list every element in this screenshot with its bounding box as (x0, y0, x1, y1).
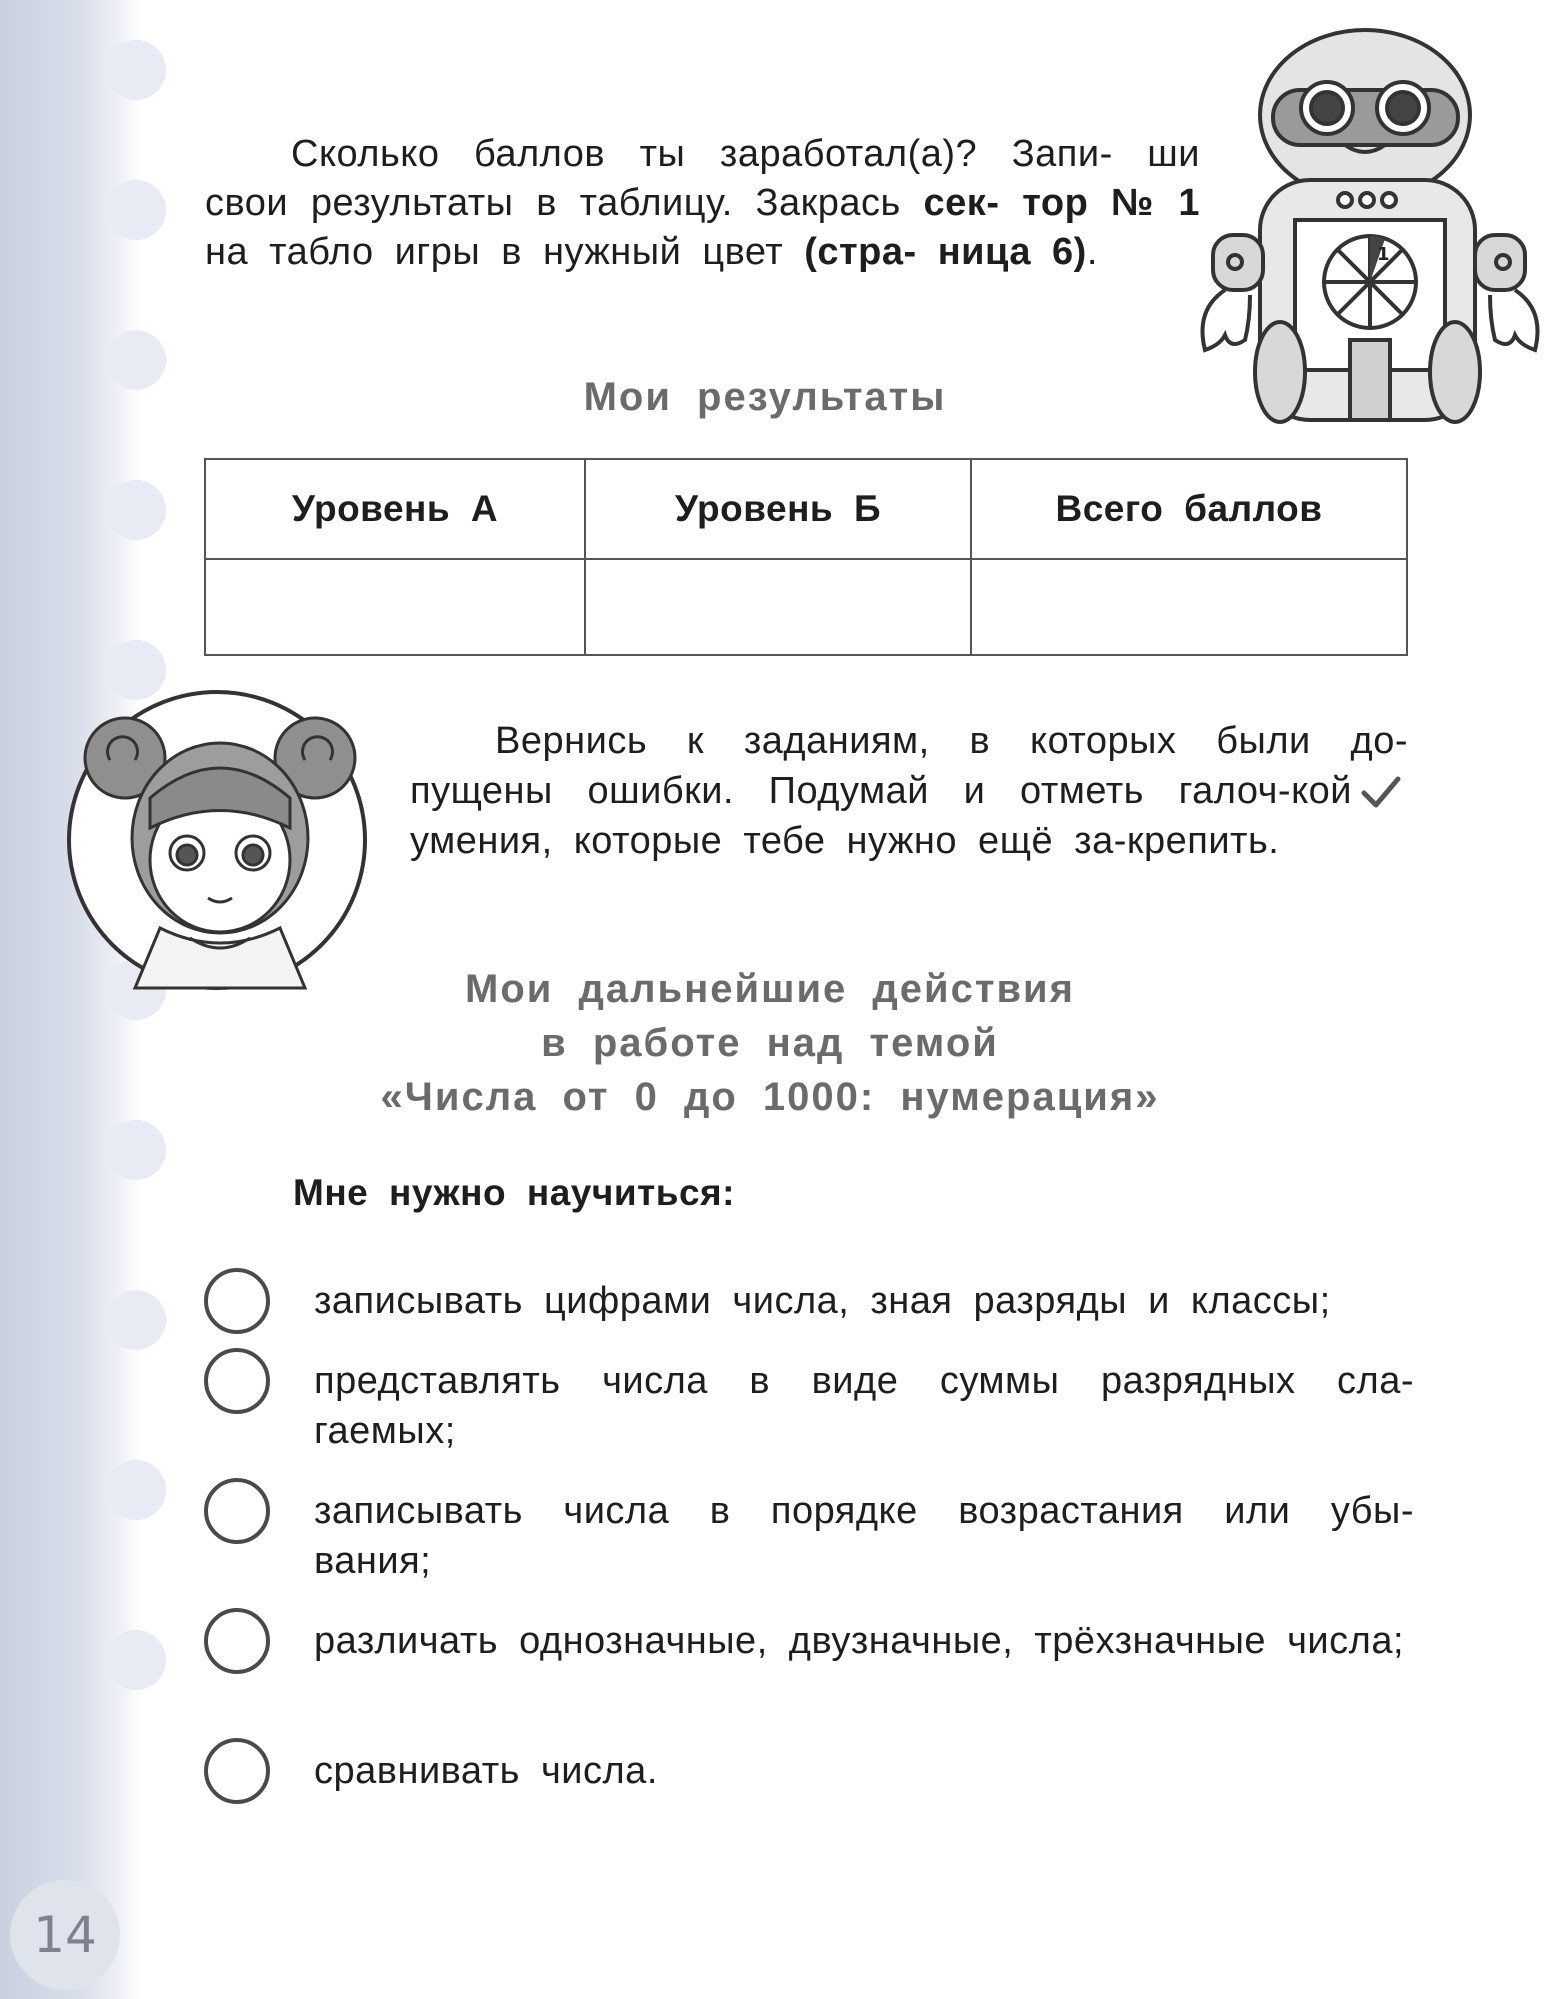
skill-text: записывать цифрами числа, зная разряды и классы; (314, 1280, 1331, 1322)
actions-heading-line: в работе над темой (541, 1021, 999, 1065)
skill-text: сравнивать числа. (314, 1750, 658, 1792)
scallop-shape (106, 40, 166, 100)
scallop-shape (106, 330, 166, 390)
intro-bold-text: тор № 1 (1022, 182, 1200, 224)
intro-text: . (1086, 231, 1098, 273)
scallop-shape (106, 1120, 166, 1180)
checkbox-circle[interactable] (204, 1478, 270, 1544)
checkbox-circle[interactable] (204, 1608, 270, 1674)
actions-heading-line: «Числа от 0 до 1000: нумерация» (380, 1075, 1160, 1119)
column-level-b: Уровень Б (585, 459, 971, 559)
intro-bold-text: (стра- (804, 231, 917, 273)
checkbox-circle[interactable] (204, 1348, 270, 1414)
skill-text: записывать числа в порядке возрастания или убы-вания; (314, 1490, 1414, 1582)
actions-heading (330, 962, 1210, 1124)
intro-text: ши свои результаты в таблицу. Закрась (205, 133, 1200, 224)
return-text: умения, которые тебе нужно ещё за-крепить. (410, 820, 1280, 862)
skill-text: представлять числа в виде суммы разрядных сла-гаемых; (314, 1360, 1414, 1452)
return-text: Вернись к заданиям, в которых были до-пущены ошибки. Подумай и отметь галоч-кой (410, 720, 1408, 812)
scallop-shape (106, 180, 166, 240)
scallop-shape (106, 480, 166, 540)
intro-text: на табло игры в нужный цвет (205, 231, 805, 273)
intro-paragraph (205, 130, 1200, 277)
intro-bold-text: ница 6) (937, 231, 1087, 273)
scallop-shape (106, 1290, 166, 1350)
skill-text: различать однозначные, двузначные, трёхзначные числа; (314, 1620, 1405, 1662)
girl-illustration (65, 688, 370, 993)
results-title: Мои результаты (583, 375, 947, 419)
robot-sector-number: 1 (1377, 244, 1390, 265)
scallop-shape (106, 1460, 166, 1520)
table-row (205, 559, 1407, 655)
column-total: Всего баллов (971, 459, 1407, 559)
check-icon (1358, 773, 1402, 813)
decorative-side-strip (0, 0, 140, 1999)
checkbox-circle[interactable] (204, 1268, 270, 1334)
intro-text: Сколько баллов ты заработал(а)? Запи- (291, 133, 1113, 175)
table-header-row (205, 459, 1407, 559)
level-a-cell[interactable] (205, 559, 585, 655)
need-to-learn-label: Мне нужно научиться: (293, 1172, 735, 1213)
results-table (204, 458, 1408, 656)
total-cell[interactable] (971, 559, 1407, 655)
checkbox-circle[interactable] (204, 1738, 270, 1804)
column-level-a: Уровень А (205, 459, 585, 559)
intro-bold-text: сек- (923, 182, 1000, 224)
return-instructions (410, 716, 1408, 866)
scallop-shape (106, 1630, 166, 1690)
level-b-cell[interactable] (585, 559, 971, 655)
actions-heading-line: Мои дальнейшие действия (465, 967, 1075, 1011)
page-number: 14 (10, 1880, 120, 1990)
robot-illustration (1185, 20, 1552, 430)
